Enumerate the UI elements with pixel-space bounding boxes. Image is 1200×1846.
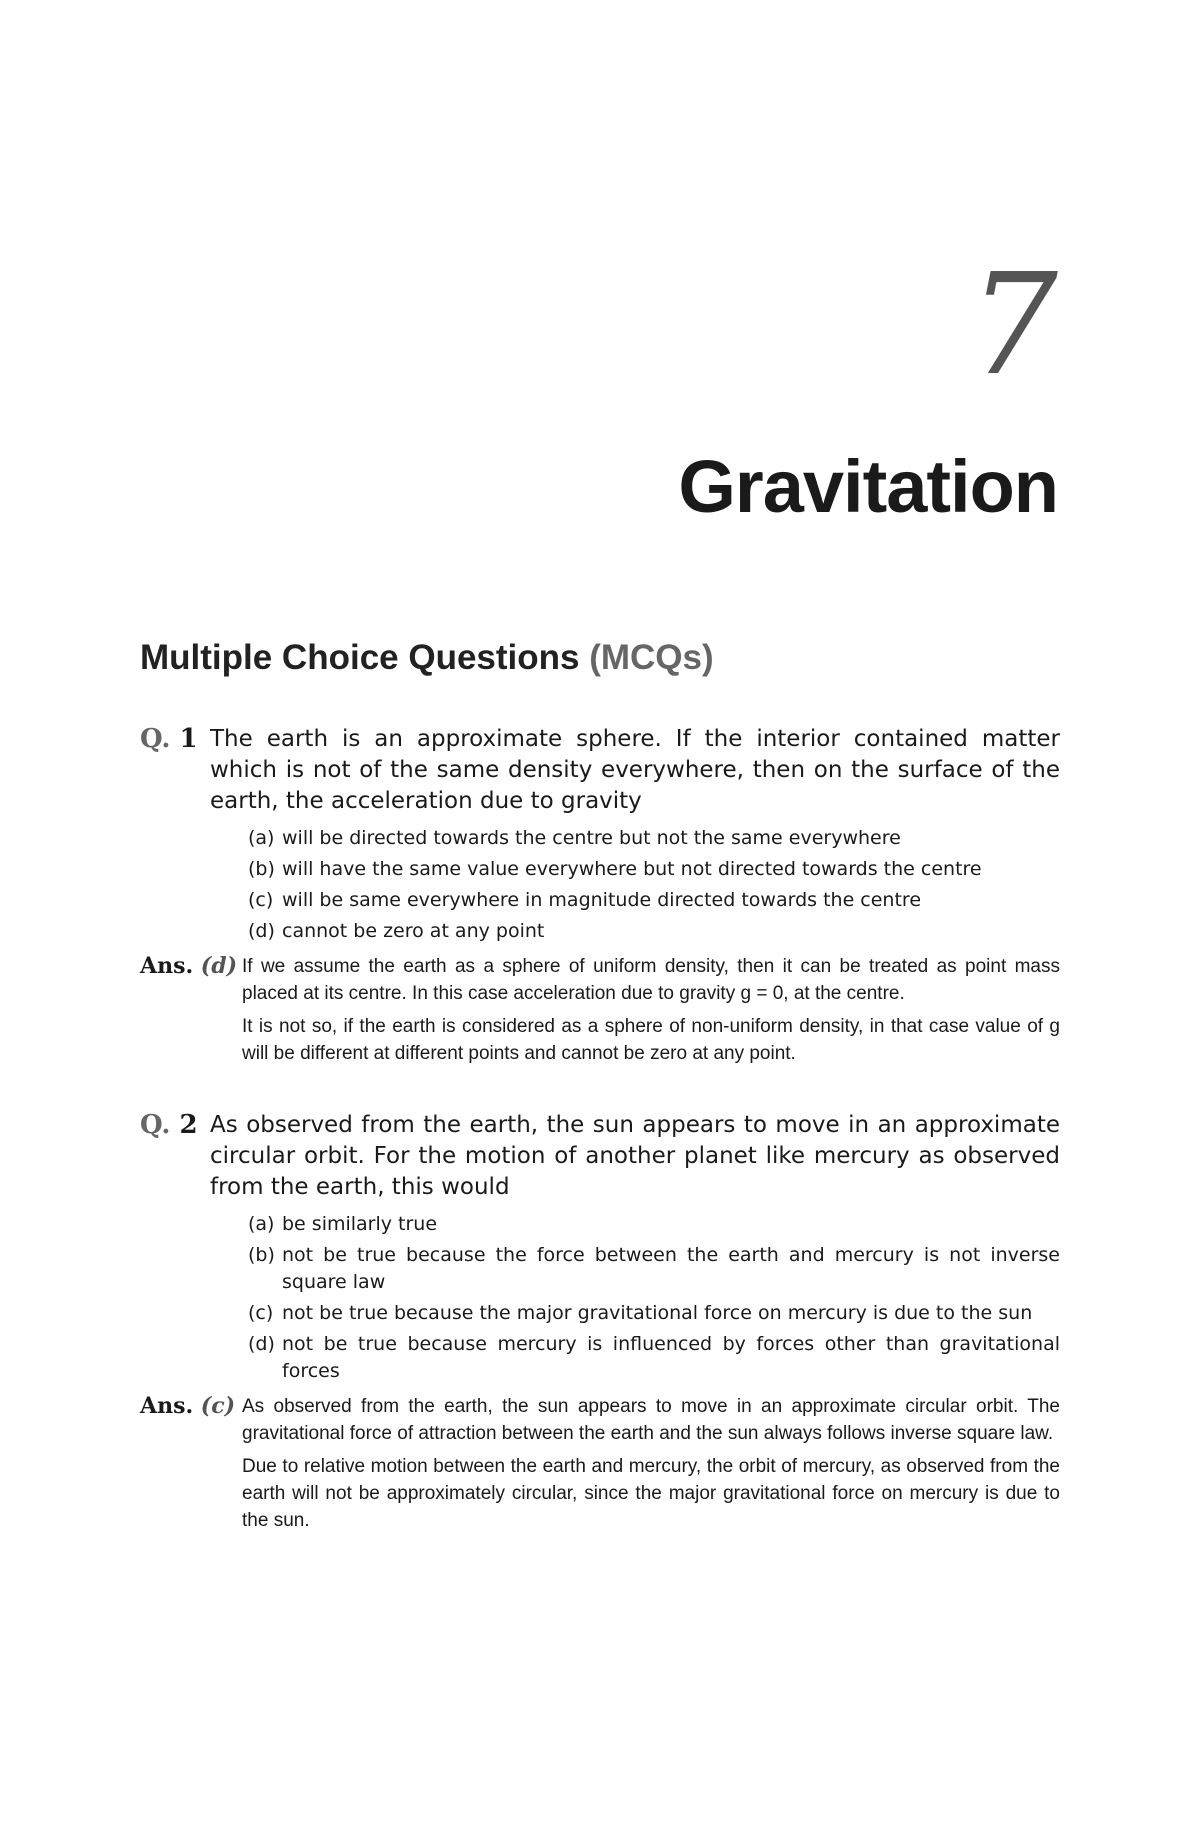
option-c xyxy=(248,1300,1060,1327)
option-text: not be true because the force between the earth and mercury is not inverse square law xyxy=(282,1244,1060,1293)
option-d xyxy=(248,918,1060,945)
question-1 xyxy=(140,724,1060,1073)
option-label: (b) xyxy=(248,1244,275,1266)
question-1-number xyxy=(140,724,198,755)
option-b xyxy=(248,856,1060,883)
option-text: be similarly true xyxy=(282,1213,438,1235)
question-1-options xyxy=(248,825,1060,945)
option-d xyxy=(248,1331,1060,1385)
answer-paragraph: It is not so, if the earth is considered as a sphere of non-uniform density, in that case value of g will be different at different points and cannot be zero at any point. xyxy=(242,1016,1060,1064)
option-label: (b) xyxy=(248,858,275,880)
question-label: Q. xyxy=(140,724,171,754)
question-1-text-block xyxy=(140,724,1060,817)
answer-paragraph: Due to relative motion between the earth and mercury, the orbit of mercury, as observed from the earth will not be approximately circular, since the major gravitational force on mercury is due to the sun. xyxy=(242,1456,1060,1531)
chapter-title: Gravitation xyxy=(678,445,1058,528)
answer-choice: (d) xyxy=(200,953,237,979)
question-label: Q. xyxy=(140,1110,171,1140)
answer-label-text: Ans. xyxy=(140,953,194,979)
answer-label-text: Ans. xyxy=(140,1393,194,1419)
option-label: (d) xyxy=(248,920,275,942)
option-text: cannot be zero at any point xyxy=(282,920,545,942)
option-text: not be true because the major gravitational force on mercury is due to the sun xyxy=(282,1302,1033,1324)
answer-1 xyxy=(140,953,1060,1067)
option-label: (a) xyxy=(248,827,275,849)
question-2-options xyxy=(248,1211,1060,1385)
option-text: will have the same value everywhere but not directed towards the centre xyxy=(282,858,982,880)
option-a xyxy=(248,825,1060,852)
option-label: (d) xyxy=(248,1333,275,1355)
option-label: (c) xyxy=(248,1302,274,1324)
answer-paragraph: If we assume the earth as a sphere of uniform density, then it can be treated as point mass placed at its centre. In this case acceleration due to gravity g = 0, at the centre. xyxy=(242,956,1060,1004)
option-label: (c) xyxy=(248,889,274,911)
answer-choice: (c) xyxy=(200,1393,235,1419)
question-2-text: As observed from the earth, the sun appears to move in an approximate circular orbit. For the motion of another planet like mercury as observed from the earth, this would xyxy=(210,1112,1060,1200)
answer-2 xyxy=(140,1393,1060,1534)
answer-label xyxy=(140,953,237,980)
question-2 xyxy=(140,1110,1060,1540)
answer-paragraph: As observed from the earth, the sun appears to move in an approximate circular orbit. The gravitational force of attraction between the earth and the sun always follows inverse square law. xyxy=(242,1396,1060,1444)
option-c xyxy=(248,887,1060,914)
option-text: will be directed towards the centre but not the same everywhere xyxy=(282,827,901,849)
option-label: (a) xyxy=(248,1213,275,1235)
option-a xyxy=(248,1211,1060,1238)
question-2-text-block xyxy=(140,1110,1060,1203)
option-text: will be same everywhere in magnitude directed towards the centre xyxy=(282,889,922,911)
option-text: not be true because mercury is influenced by forces other than gravitational forces xyxy=(282,1333,1060,1382)
question-2-number xyxy=(140,1110,198,1141)
question-number: 2 xyxy=(179,1110,198,1140)
question-1-text: The earth is an approximate sphere. If the interior contained matter which is not of the same density everywhere, then on the surface of the earth, the acceleration due to gravity xyxy=(210,726,1060,814)
answer-label xyxy=(140,1393,235,1420)
chapter-number: 7 xyxy=(968,244,1058,407)
section-title-text: Multiple Choice Questions xyxy=(140,638,580,677)
section-title xyxy=(140,640,714,675)
section-title-paren: (MCQs) xyxy=(589,638,714,677)
option-b xyxy=(248,1242,1060,1296)
question-number: 1 xyxy=(179,724,198,754)
